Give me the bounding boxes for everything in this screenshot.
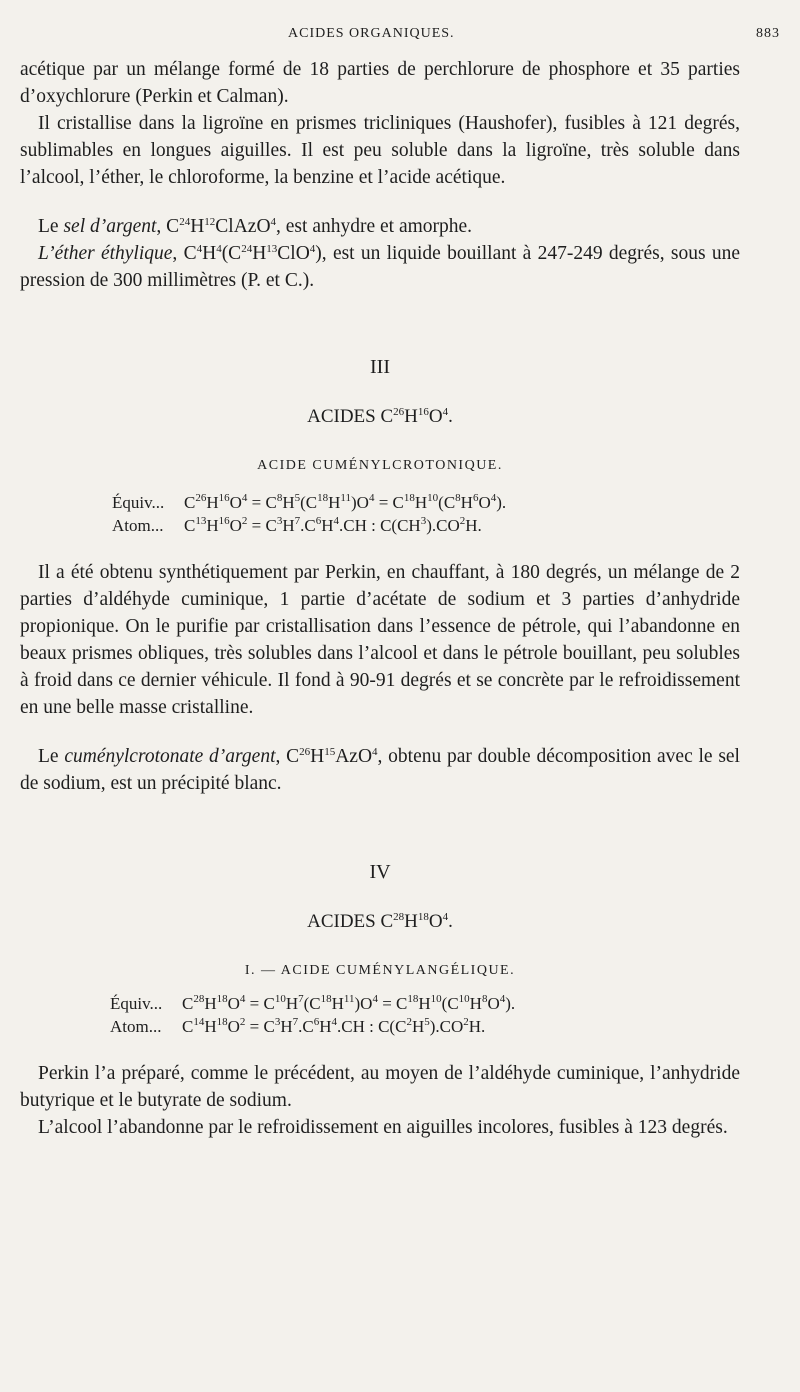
acid-title-cumenylangelique: I. — ACIDE CUMÉNYLANGÉLIQUE.	[244, 963, 516, 978]
paragraph-ethyl-ether: L’éther éthylique, $C^4H^4(C^{24}H^{13}ClO^4)$, est un liquide bouillant à 247-249 degrés, sous une pression de 300 millimètres (P. et C.).	[20, 243, 740, 291]
salt-name: cuménylcrotonate d’argent	[64, 746, 276, 767]
text-body	[20, 56, 740, 1141]
page-number: 883	[756, 26, 780, 41]
formula-ethyl-ether: $C^4H^4(C^{24}H^{13}ClO^4)$	[183, 243, 322, 264]
paragraph-crystallisation: Il cristallise dans la ligroïne en prismes tricliniques (Haushofer), fusibles à 121 degrés, sublimables en longues aiguilles. Il est peu soluble dans la ligroïne, très soluble dans l’alcool, l’éther, le chloroforme, la benzine et l’acide acétique.	[20, 113, 740, 188]
section-numeral-iii: III	[370, 356, 390, 378]
formula-row-atom-iv: Atom... $C^{14}H^{18}O^2 = C^3H^7.C^6H^4.CH$ : $C(C^2H^5).CO^2H$.	[110, 1016, 486, 1036]
running-title: ACIDES ORGANIQUES.	[288, 26, 455, 41]
running-header	[0, 26, 800, 46]
atom-label: Atom...	[112, 516, 164, 535]
formula-row-equiv-iv: Équiv... $C^{28}H^{18}O^4 = C^{10}H^7(C^{18}H^{11})O^4 = C^{18}H^{10}(C^{10}H^8O^4)$.	[110, 993, 516, 1013]
acid-title-cumenylcrotonique: ACIDE CUMÉNYLCROTONIQUE.	[257, 458, 503, 473]
section-heading-iv: ACIDES $C^{28}H^{18}O^4$.	[307, 911, 453, 932]
silver-salt-name: sel d’argent	[63, 216, 157, 237]
paragraph-synthesis: Il a été obtenu synthétiquement par Perkin, en chauffant, à 180 degrés, un mélange de 2 parties d’aldéhyde cuminique, 1 partie d’acétate de sodium et 3 parties d’anhydride propionique. On le purifie par cristallisation dans l’essence de pétrole, qui l’abandonne en beaux prismes obliques, très solubles dans l’alcool et dans le pétrole bouillant, peu solubles à froid dans ce dernier véhicule. Il fond à 90-91 degrés et se concrète par le refroidissement en une belle masse cristalline.	[20, 562, 740, 718]
formula-row-atom: Atom... $C^{13}H^{16}O^2 = C^3H^7.C^6H^4.CH$ : $C(CH^3).CO^2H$.	[112, 515, 482, 535]
section-heading-iii: ACIDES $C^{26}H^{16}O^4$.	[307, 406, 453, 427]
paragraph-silver-cumenylcrotonate: Le cuménylcrotonate d’argent, $C^{26}H^{15}AzO^4$, obtenu par double décomposition avec le sel de sodium, est un précipité blanc.	[20, 746, 740, 794]
formula-silver-salt: $C^{24}H^{12}ClAzO^4$	[166, 216, 277, 237]
paragraph-fusion: L’alcool l’abandonne par le refroidissement en aiguilles incolores, fusibles à 123 degrés.	[38, 1117, 728, 1138]
equiv-label: Équiv...	[112, 493, 165, 512]
paragraph-continuation: acétique par un mélange formé de 18 parties de perchlorure de phosphore et 35 parties d’oxychlorure (Perkin et Calman).	[20, 59, 740, 107]
atom-label-iv: Atom...	[110, 1017, 162, 1036]
paragraph-silver-salt: Le sel d’argent, $C^{24}H^{12}ClAzO^4$, est anhydre et amorphe.	[38, 216, 473, 237]
paragraph-preparation: Perkin l’a préparé, comme le précédent, au moyen de l’aldéhyde cuminique, l’anhydride butyrique et le butyrate de sodium.	[20, 1063, 740, 1111]
ethyl-ether-name: L’éther éthylique	[38, 243, 173, 264]
formula-row-equiv: Équiv... $C^{26}H^{16}O^4 = C^8H^5(C^{18}H^{11})O^4 = C^{18}H^{10}(C^8H^6O^4)$.	[112, 492, 507, 512]
formula-salt: $C^{26}H^{15}AzO^4$	[286, 746, 378, 767]
equiv-label-iv: Équiv...	[110, 994, 163, 1013]
section-numeral-iv: IV	[369, 861, 391, 883]
